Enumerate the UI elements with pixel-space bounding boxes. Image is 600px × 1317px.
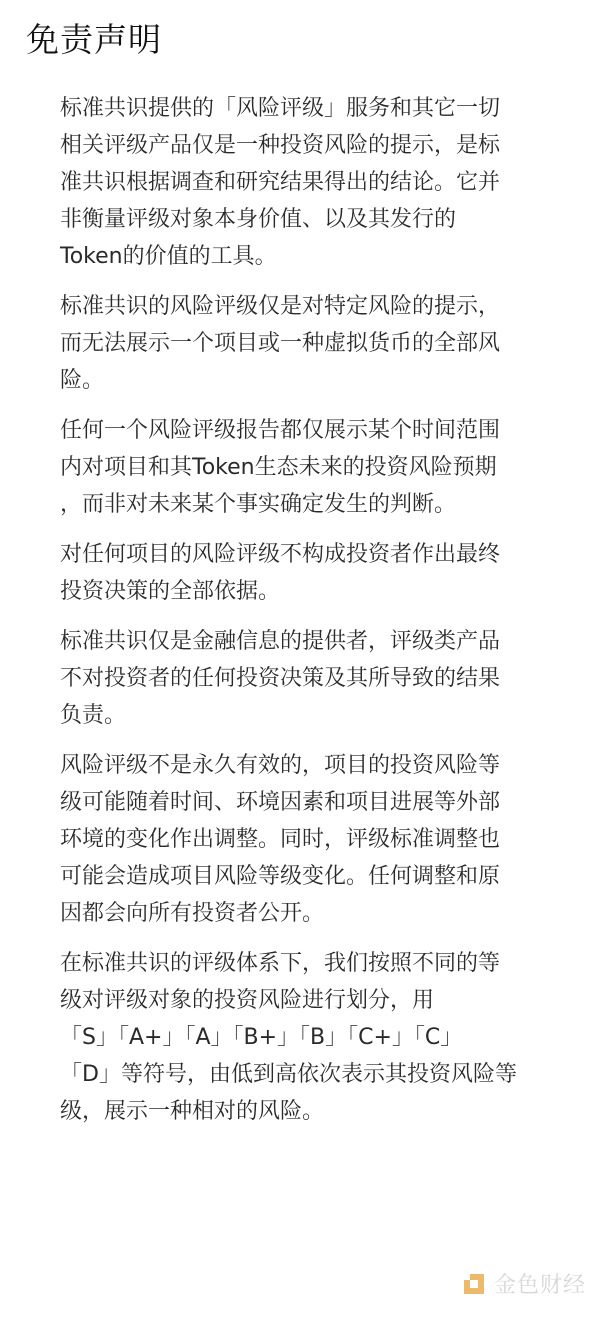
jinse-logo-icon <box>460 1270 488 1298</box>
paragraph-2: 标准共识的风险评级仅是对特定风险的提示， 而无法展示一个项目或一种虚拟货币的全部风 险。 <box>60 294 501 393</box>
page-title: 免责声明 <box>26 20 162 59</box>
paragraph-7: 在标准共识的评级体系下，我们按照不同的等 级对评级对象的投资风险进行划分，用 「S」「A+」「A」「B+」「B」「C+」「C」 「D」等符号，由低到高依次表示其投资风险等 级，展示一种相对的风险。 <box>60 951 517 1124</box>
paragraph-1: 标准共识提供的「风险评级」服务和其它一切 相关评级产品仅是一种投资风险的提示，是标 准共识根据调查和研究结果得出的结论。它并 非衡量评级对象本身价值、以及其发行的 Token的价值的工具。 <box>60 96 501 269</box>
watermark <box>460 1268 586 1299</box>
disclaimer-body <box>60 90 560 1143</box>
paragraph-3: 任何一个风险评级报告都仅展示某个时间范围 内对项目和其Token生态未来的投资风险预期 ，而非对未来某个事实确定发生的判断。 <box>60 418 501 517</box>
paragraph-6: 风险评级不是永久有效的，项目的投资风险等 级可能随着时间、环境因素和项目进展等外部 环境的变化作出调整。同时，评级标准调整也 可能会造成项目风险等级变化。任何调整和原 因都会向所有投资者公开。 <box>60 753 501 926</box>
watermark-text: 金色财经 <box>493 1273 586 1298</box>
paragraph-4: 对任何项目的风险评级不构成投资者作出最终 投资决策的全部依据。 <box>60 542 501 604</box>
paragraph-5: 标准共识仅是金融信息的提供者，评级类产品 不对投资者的任何投资决策及其所导致的结果 负责。 <box>60 629 501 728</box>
